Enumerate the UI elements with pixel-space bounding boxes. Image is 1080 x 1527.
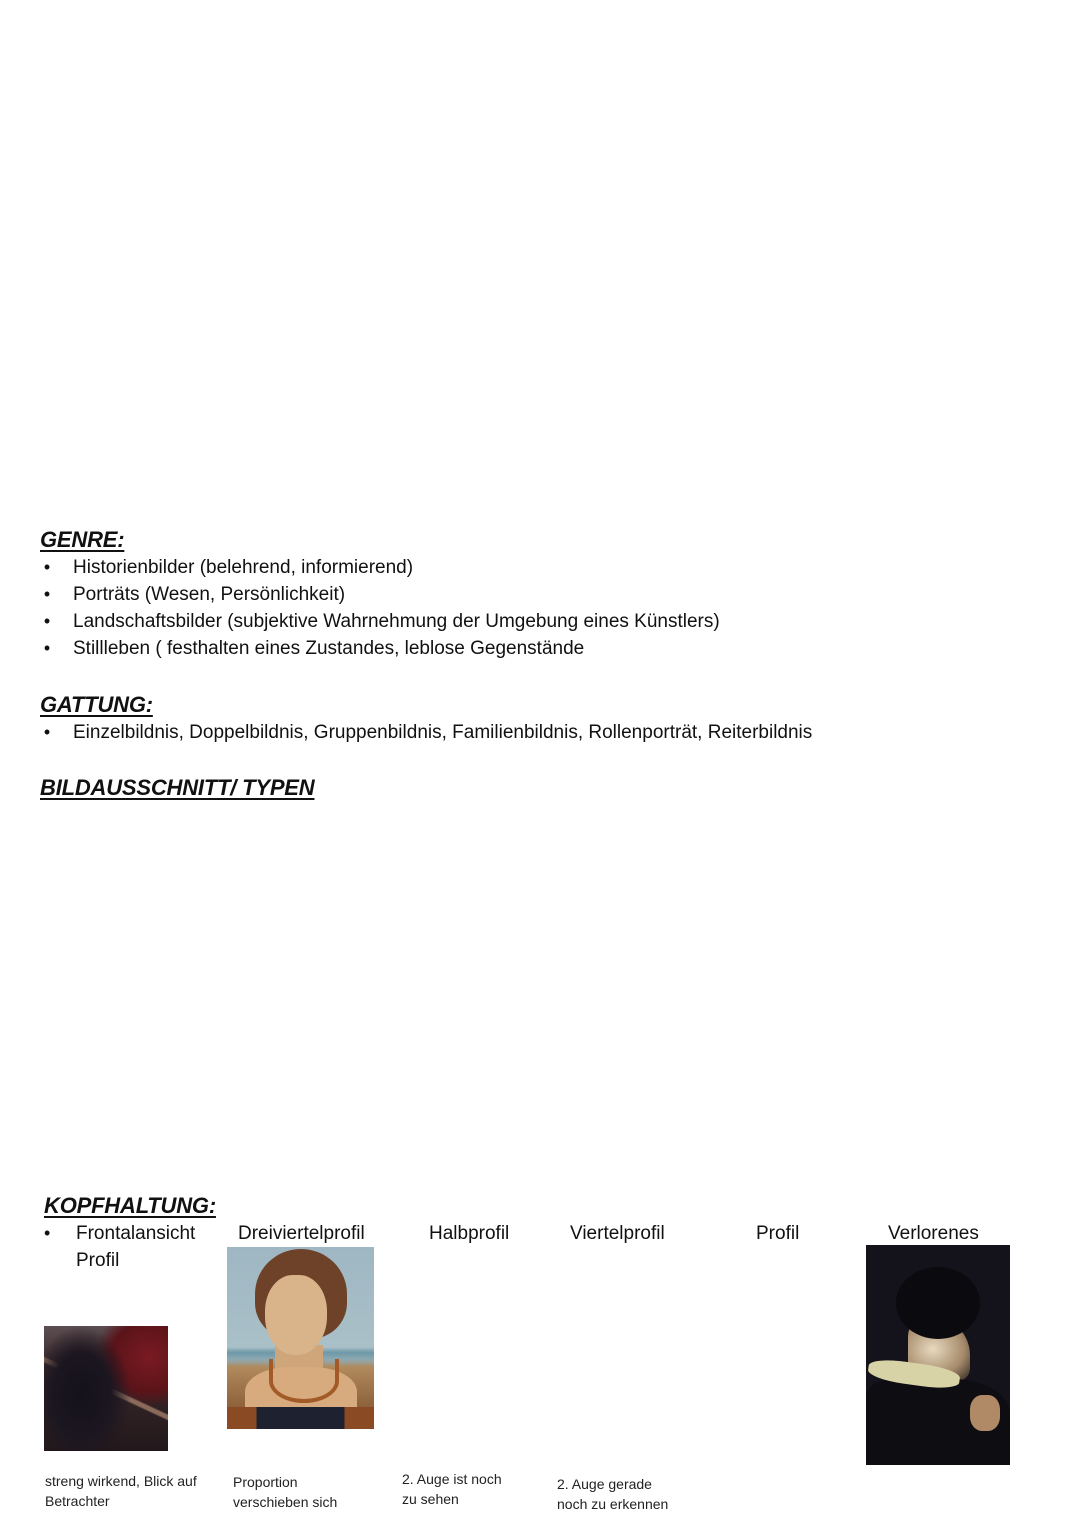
label-viertelprofil: Viertelprofil — [570, 1223, 665, 1244]
caption-dreiviertelprofil: Proportion verschieben sich — [233, 1474, 338, 1510]
lost-profile-portrait-image — [866, 1245, 1010, 1465]
caption-frontalansicht: streng wirkend, Blick auf Betrachter — [45, 1473, 197, 1509]
list-item: • Stillleben ( festhalten eines Zustandes, leblose Gegenstände — [40, 635, 720, 662]
gattung-list — [40, 719, 812, 746]
bildausschnitt-heading: BILDAUSSCHNITT/ TYPEN — [40, 775, 315, 800]
bullet-icon: • — [43, 584, 51, 604]
gattung-heading: GATTUNG: — [40, 692, 153, 717]
three-quarter-portrait-image — [227, 1247, 374, 1429]
label-verlorenes: Verlorenes — [888, 1223, 979, 1244]
necklace-shape — [269, 1359, 339, 1403]
caption-halbprofil: 2. Auge ist noch zu sehen — [402, 1471, 502, 1507]
bullet-icon: • — [44, 1223, 51, 1243]
bullet-icon: • — [43, 611, 51, 631]
label-profil: Profil — [756, 1223, 800, 1244]
list-item: • Einzelbildnis, Doppelbildnis, Gruppenbildnis, Familienbildnis, Rollenporträt, Reiterbildnis — [40, 719, 812, 746]
hand-shape — [970, 1395, 1000, 1431]
label-verlorenes-profil: Profil — [76, 1250, 120, 1271]
bullet-icon: • — [43, 638, 51, 658]
kopfhaltung-heading: KOPFHALTUNG: — [44, 1193, 216, 1218]
label-frontalansicht: Frontalansicht — [76, 1223, 196, 1244]
face-shape — [265, 1275, 327, 1355]
list-item: • Porträts (Wesen, Persönlichkeit) — [40, 581, 720, 608]
list-item: • Historienbilder (belehrend, informierend) — [40, 554, 720, 581]
caption-viertelprofil: 2. Auge gerade noch zu erkennen — [557, 1476, 669, 1512]
label-halbprofil: Halbprofil — [429, 1223, 510, 1244]
label-dreiviertelprofil: Dreiviertelprofil — [238, 1223, 365, 1244]
bullet-icon: • — [43, 722, 51, 742]
bullet-icon: • — [43, 557, 51, 577]
genre-list — [40, 554, 720, 662]
list-item: • Landschaftsbilder (subjektive Wahrnehmung der Umgebung eines Künstlers) — [40, 608, 720, 635]
genre-heading: GENRE: — [40, 527, 125, 552]
frontal-portrait-image — [44, 1326, 168, 1451]
head-shape — [896, 1267, 980, 1339]
dress-shape — [227, 1407, 374, 1429]
